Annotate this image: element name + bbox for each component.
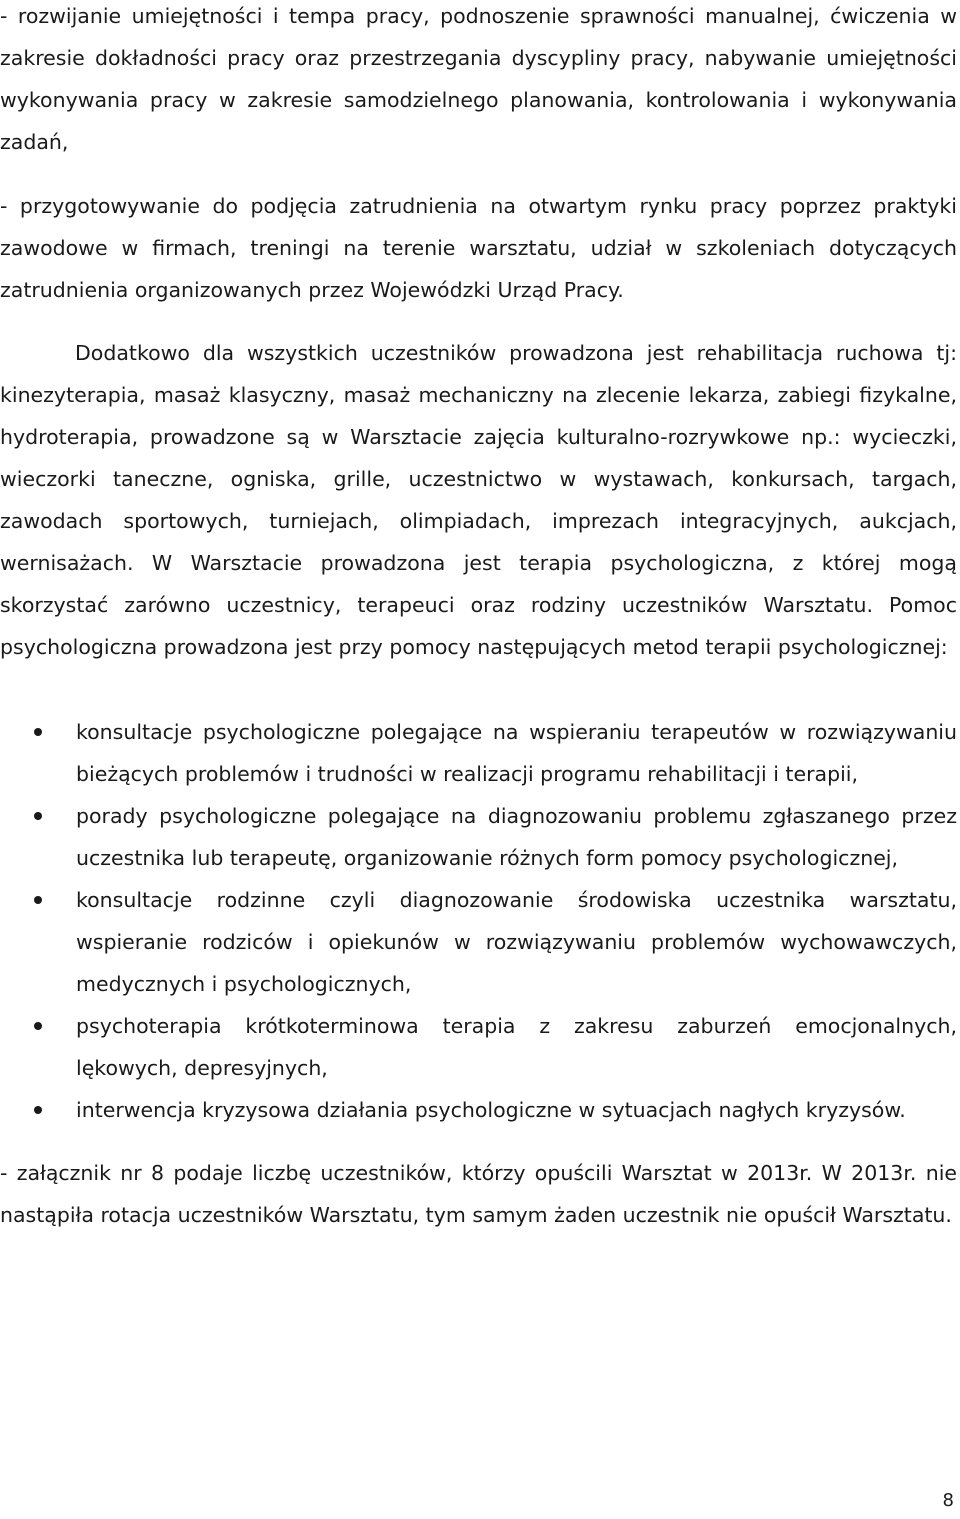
intro-paragraph: - rozwijanie umiejętności i tempa pracy, podnoszenie sprawności manualnej, ćwiczenia w zakresie dokładności pracy oraz przestrzegania dyscypliny pracy, nabywanie umiejętności wykonywania pracy w zakresie samodzielnego planowania, kontrolowania i wykonywania zadań, <box>0 4 957 154</box>
employment-paragraph: - przygotowywanie do podjęcia zatrudnienia na otwartym rynku pracy poprzez praktyki zawodowe w firmach, treningi na terenie warsztatu, udział w szkoleniach dotyczących zatrudnienia organizowanych przez Wojewódzki Urząd Pracy. <box>0 194 957 302</box>
bullet-icon <box>34 896 42 904</box>
list-item-text: konsultacje rodzinne czyli diagnozowanie środowiska uczestnika warsztatu, wspieranie rodziców i opiekunów w rozwiązywaniu problemów wychowawczych, medycznych i psychologicznych, <box>76 888 957 996</box>
list-item-text: interwencja kryzysowa działania psychologiczne w sytuacjach nagłych kryzysów. <box>76 1098 906 1122</box>
list-item-text: psychoterapia krótkoterminowa terapia z zakresu zaburzeń emocjonalnych, lękowych, depresyjnych, <box>76 1014 957 1080</box>
list-item <box>0 1005 957 1089</box>
list-item <box>0 879 957 1005</box>
bullet-icon <box>34 1022 42 1030</box>
paragraph-spacer <box>0 163 957 185</box>
paragraph-spacer <box>0 1131 957 1152</box>
attachment-paragraph: - załącznik nr 8 podaje liczbę uczestników, którzy opuścili Warsztat w 2013r. W 2013r. nie nastąpiła rotacja uczestników Warsztatu, tym samym żaden uczestnik nie opuścił Warsztatu. <box>0 1161 957 1227</box>
main-paragraph: Dodatkowo dla wszystkich uczestników prowadzona jest rehabilitacja ruchowa tj: kinezyterapia, masaż klasyczny, masaż mechaniczny na zlecenie lekarza, zabiegi fizykalne, hydroterapia, prowadzone są w Warsztacie zajęcia kulturalno-rozrywkowe np.: wycieczki, wieczorki taneczne, ogniska, grille, uczestnictwo w wystawach, konkursach, targach, zawodach sportowych, turniejach, olimpiadach, imprezach integracyjnych, aukcjach, wernisażach. W Warsztacie prowadzona jest terapia psychologiczna, z której mogą skorzystać zarówno uczestnicy, terapeuci oraz rodziny uczestników Warsztatu. Pomoc psychologiczna prowadzona jest przy pomocy następujących metod terapii psychologicznej: <box>0 341 957 659</box>
list-item <box>0 795 957 879</box>
paragraph-spacer <box>0 311 957 332</box>
paragraph-spacer <box>0 668 957 711</box>
therapy-methods-list <box>0 711 957 1131</box>
list-item-text: konsultacje psychologiczne polegające na wspieraniu terapeutów w rozwiązywaniu bieżących problemów i trudności w realizacji programu rehabilitacji i terapii, <box>76 720 957 786</box>
page-number: 8 <box>942 1490 954 1511</box>
list-item <box>0 1089 957 1131</box>
bullet-icon <box>34 728 42 736</box>
bullet-icon <box>34 812 42 820</box>
list-item <box>0 711 957 795</box>
bullet-icon <box>34 1106 42 1114</box>
list-item-text: porady psychologiczne polegające na diagnozowaniu problemu zgłaszanego przez uczestnika lub terapeutę, organizowanie różnych form pomocy psychologicznej, <box>76 804 957 870</box>
